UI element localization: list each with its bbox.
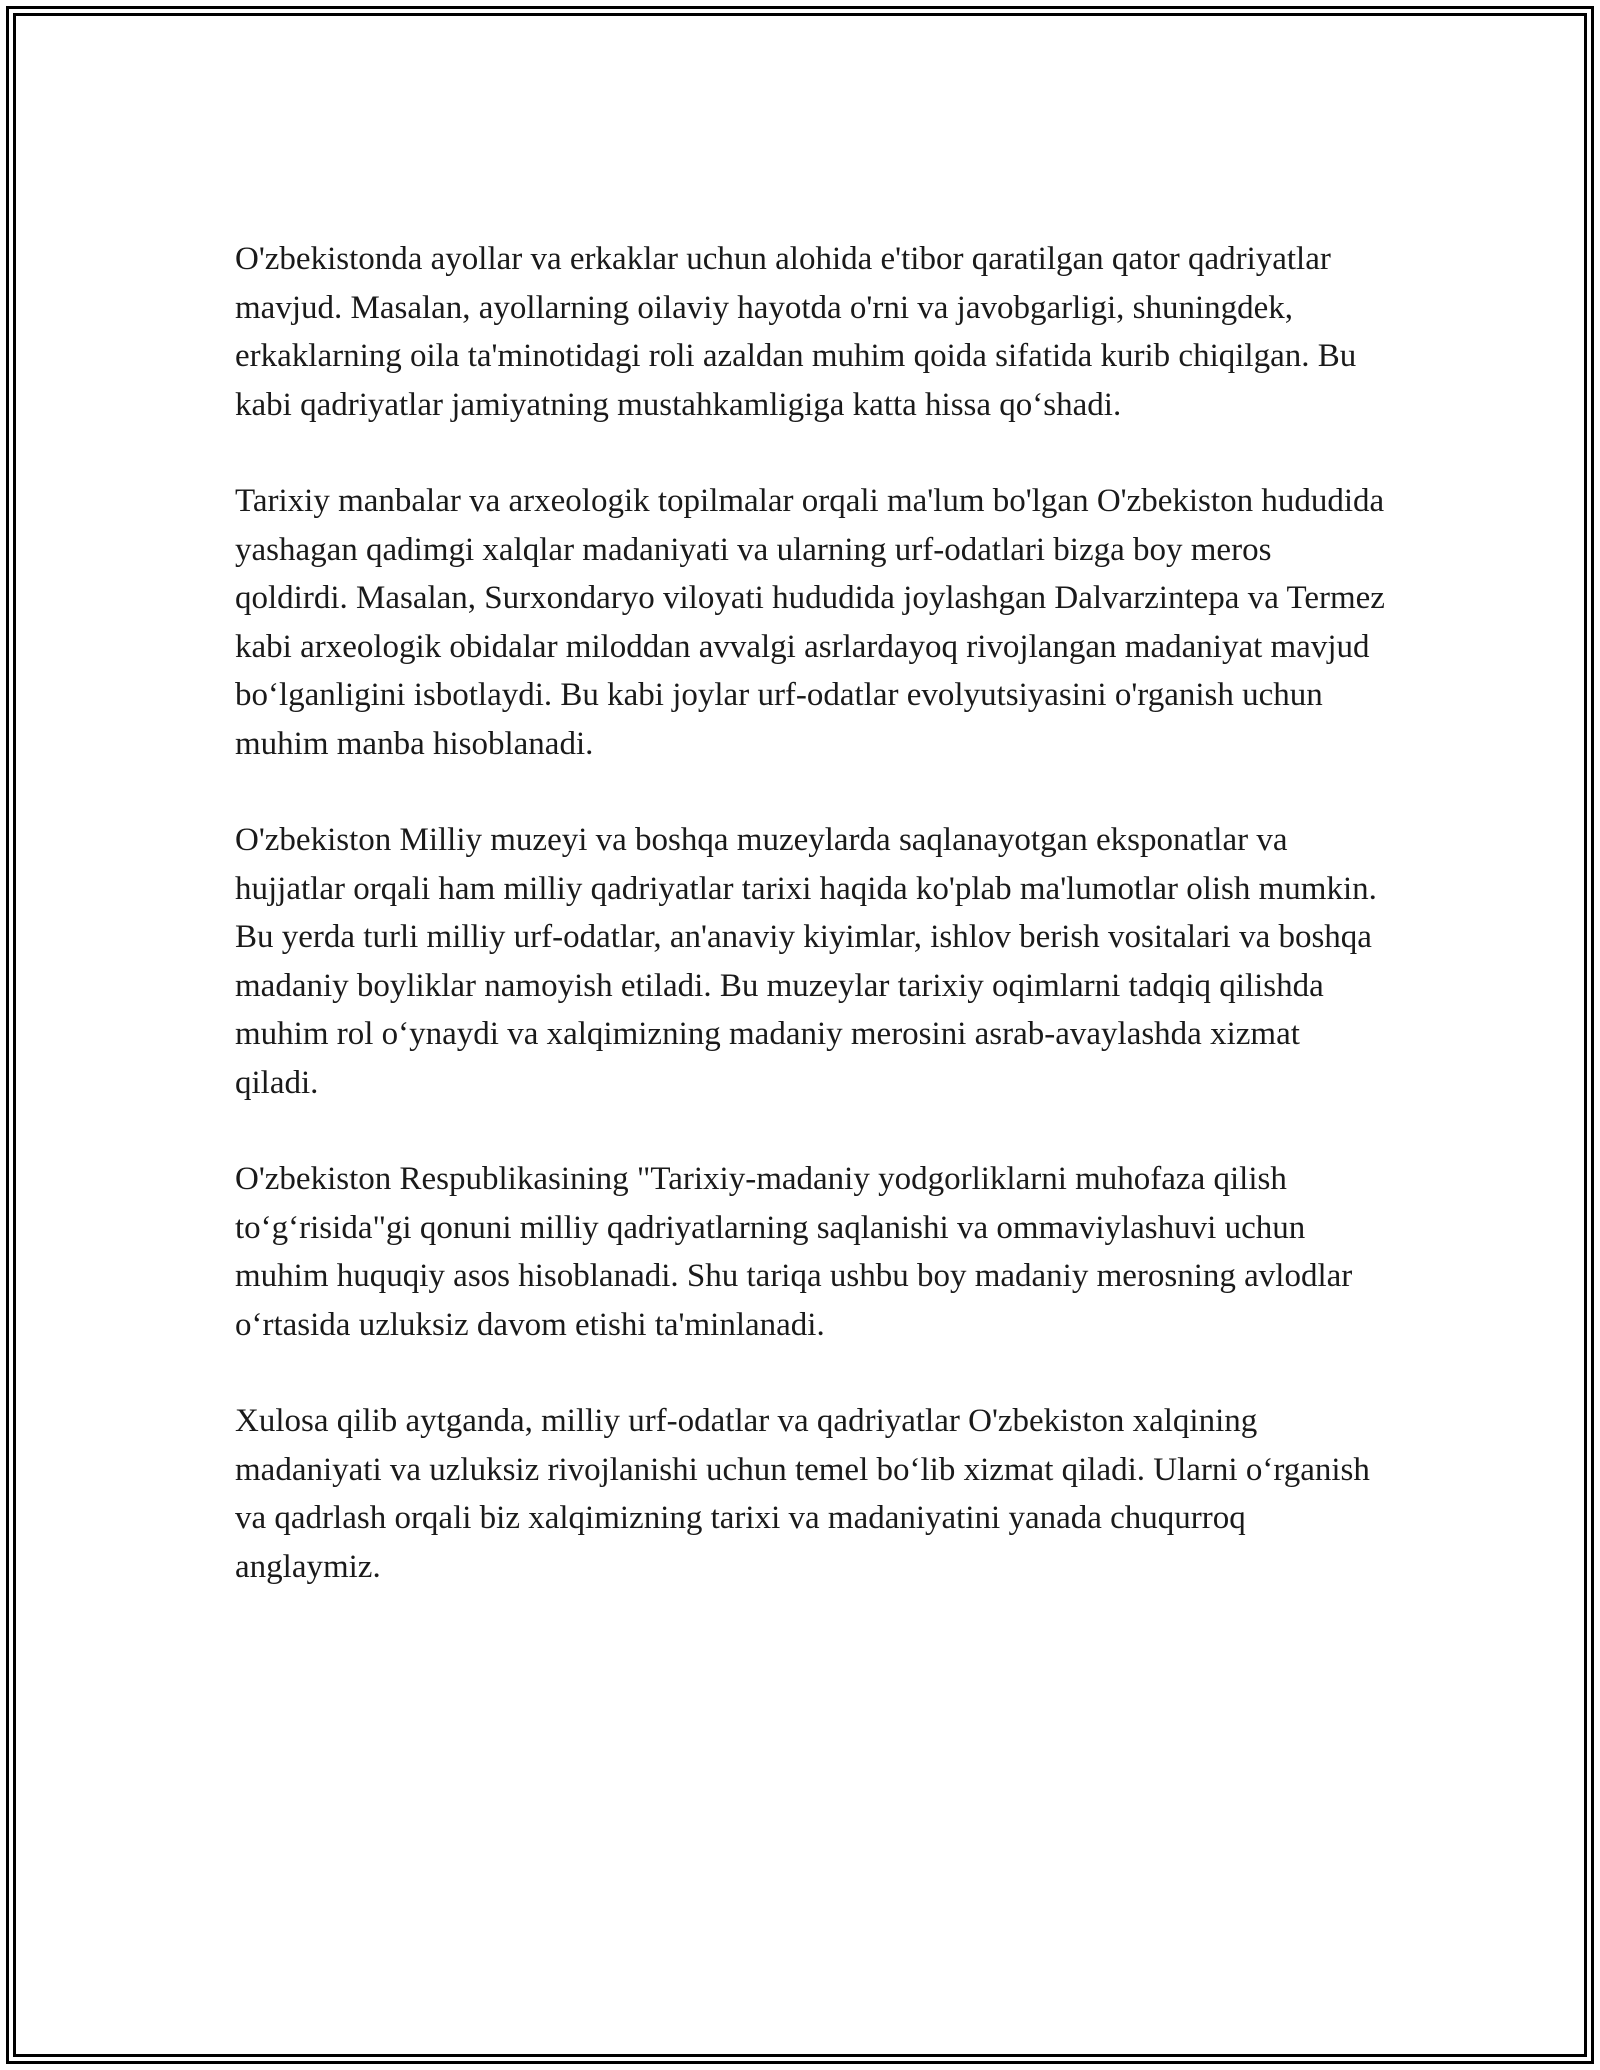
paragraph-1: O'zbekistonda ayollar va erkaklar uchun alohida e'tibor qaratilgan qator qadriyatlar mavjud. Masalan, ayollarning oilaviy hayotda o'rni va javobgarligi, shuningdek, erkaklarning oila ta'minotidagi roli azaldan muhim qoida sifatida kurib chiqilgan. Bu kabi qadriyatlar jamiyatning mustahkamligiga katta hissa qo‘shadi.	[235, 241, 1357, 423]
paragraph-3: O'zbekiston Milliy muzeyi va boshqa muzeylarda saqlanayotgan eksponatlar va hujjatlar orqali ham milliy qadriyatlar tarixi haqida ko'plab ma'lumotlar olish mumkin. Bu yerda turli milliy urf-odatlar, an'anaviy kiyimlar, ishlov berish vositalari va boshqa madaniy boyliklar namoyish etiladi. Bu muzeylar tarixiy oqimlarni tadqiq qilishda muhim rol o‘ynaydi va xalqimizning madaniy merosini asrab-avaylashda xizmat qiladi.	[235, 822, 1377, 1101]
paragraph-5: Xulosa qilib aytganda, milliy urf-odatlar va qadriyatlar O'zbekiston xalqining madaniyati va uzluksiz rivojlanishi uchun temel bo‘lib xizmat qiladi. Ularni o‘rganish va qadrlash orqali biz xalqimizning tarixi va madaniyatini yanada chuqurroq anglaymiz.	[235, 1403, 1370, 1585]
document-body	[235, 235, 1385, 1639]
paragraph-4: O'zbekiston Respublikasining "Tarixiy-madaniy yodgorliklarni muhofaza qilish to‘g‘risida"gi qonuni milliy qadriyatlarning saqlanishi va ommaviylashuvi uchun muhim huquqiy asos hisoblanadi. Shu tariqa ushbu boy madaniy merosning avlodlar o‘rtasida uzluksiz davom etishi ta'minlanadi.	[235, 1161, 1353, 1343]
paragraph-2: Tarixiy manbalar va arxeologik topilmalar orqali ma'lum bo'lgan O'zbekiston hududida yashagan qadimgi xalqlar madaniyati va ularning urf-odatlari bizga boy meros qoldirdi. Masalan, Surxondaryo viloyati hududida joylashgan Dalvarzintepa va Termez kabi arxeologik obidalar miloddan avvalgi asrlardayoq rivojlangan madaniyat mavjud bo‘lganligini isbotlaydi. Bu kabi joylar urf-odatlar evolyutsiyasini o'rganish uchun muhim manba hisoblanadi.	[235, 483, 1385, 762]
